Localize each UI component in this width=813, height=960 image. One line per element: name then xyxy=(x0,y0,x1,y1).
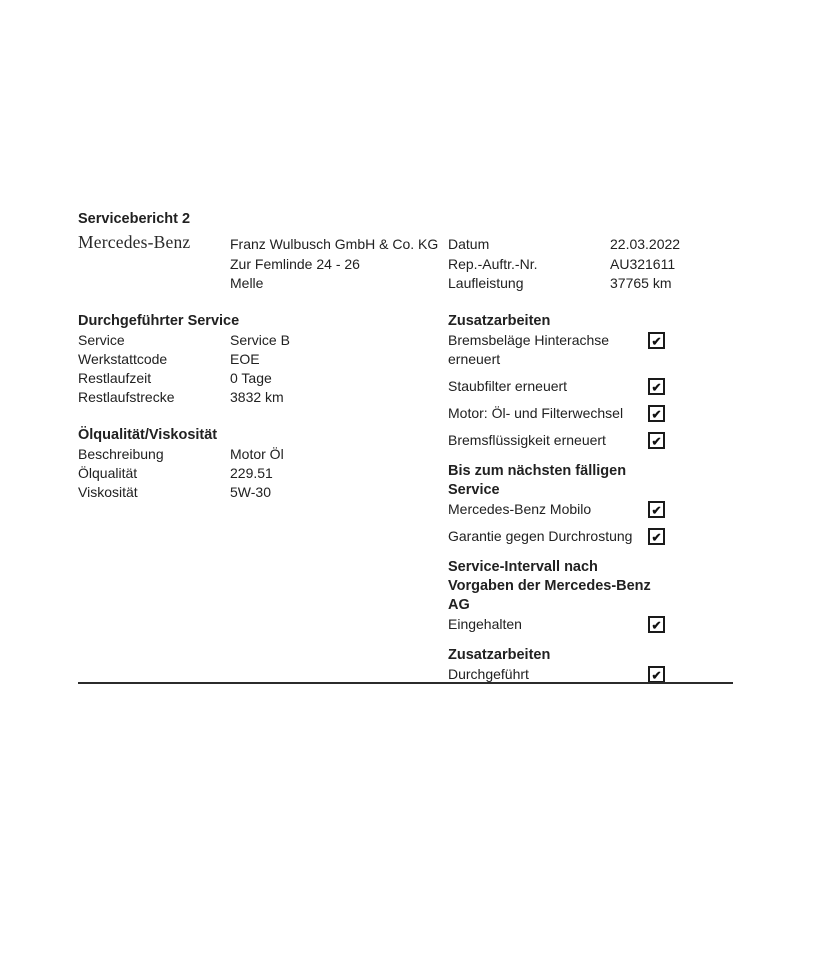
kv-value: EOE xyxy=(230,351,260,367)
meta-row-auftrag xyxy=(448,255,680,275)
kv-value: 229.51 xyxy=(230,465,273,481)
checkbox-checked[interactable] xyxy=(648,332,665,349)
kv-value: 0 Tage xyxy=(230,370,272,386)
check-icon: ✔ xyxy=(651,530,662,544)
meta-value: 37765 km xyxy=(610,275,672,291)
check-item-durchrostung xyxy=(448,527,665,546)
kv-label: Ölqualität xyxy=(78,465,138,481)
meta-row-datum xyxy=(448,235,680,255)
kv-value: 3832 km xyxy=(230,389,284,405)
check-item-label: Bremsflüssigkeit erneuert xyxy=(448,432,606,448)
kv-label: Beschreibung xyxy=(78,446,164,462)
check-item-bremsbelaege xyxy=(448,331,665,369)
dealer-street: Zur Femlinde 24 - 26 xyxy=(230,255,360,272)
kv-label: Werkstattcode xyxy=(78,351,168,367)
section-heading: Bis zum nächsten fälligen Service xyxy=(448,463,627,498)
section-heading: Zusatzarbeiten xyxy=(448,313,551,329)
checkbox-checked[interactable] xyxy=(648,501,665,518)
check-item-label: Durchgeführt xyxy=(448,666,529,682)
check-item-label: Eingehalten xyxy=(448,616,522,632)
section-oelqualitaet xyxy=(78,426,408,502)
kv-value: 5W-30 xyxy=(230,484,271,500)
check-item-label: Bremsbeläge Hinterachse erneuert xyxy=(448,332,610,367)
meta-value: 22.03.2022 xyxy=(610,236,681,252)
divider-line xyxy=(78,682,733,684)
check-item-label: Mercedes-Benz Mobilo xyxy=(448,501,592,517)
check-item-mobilo xyxy=(448,500,665,519)
checkbox-checked[interactable] xyxy=(648,405,665,422)
kv-row-service xyxy=(78,331,408,350)
kv-row-restlaufstrecke xyxy=(78,388,408,407)
check-icon: ✔ xyxy=(651,334,662,348)
mercedes-benz-wordmark: Mercedes-Benz xyxy=(78,232,191,252)
meta-value: AU321611 xyxy=(610,255,676,272)
right-column xyxy=(448,312,665,692)
meta-label: Laufleistung xyxy=(448,275,524,291)
section-zusatzarbeiten xyxy=(448,312,665,450)
checkbox-checked[interactable] xyxy=(648,666,665,683)
kv-label: Restlaufstrecke xyxy=(78,389,175,405)
kv-label: Service xyxy=(78,332,125,348)
meta-label: Rep.-Auftr.-Nr. xyxy=(448,255,538,272)
kv-row-werkstattcode xyxy=(78,350,408,369)
check-item-oelwechsel xyxy=(448,404,665,423)
checkbox-checked[interactable] xyxy=(648,616,665,633)
section-service-intervall xyxy=(448,558,665,634)
check-icon: ✔ xyxy=(651,434,662,448)
dealer-city: Melle xyxy=(230,275,264,291)
kv-row-viskositaet xyxy=(78,483,408,502)
check-icon: ✔ xyxy=(651,380,662,394)
kv-value: Motor Öl xyxy=(230,446,284,462)
check-icon: ✔ xyxy=(651,668,662,682)
check-item-staubfilter xyxy=(448,377,665,396)
kv-row-oelqualitaet xyxy=(78,464,408,483)
kv-row-beschreibung xyxy=(78,445,408,464)
report-meta-block xyxy=(448,235,680,294)
section-heading: Durchgeführter Service xyxy=(78,313,240,329)
check-icon: ✔ xyxy=(651,503,662,517)
section-heading: Service-Intervall nach Vorgaben der Mercedes-Benz AG xyxy=(448,559,651,613)
meta-label: Datum xyxy=(448,236,490,252)
checkbox-checked[interactable] xyxy=(648,378,665,395)
left-column xyxy=(78,312,408,502)
section-durchgefuehrter-service xyxy=(78,312,408,407)
check-item-label: Motor: Öl- und Filterwechsel xyxy=(448,405,624,421)
kv-row-restlaufzeit xyxy=(78,369,408,388)
section-zusatzarbeiten-2 xyxy=(448,646,665,684)
page-title: Servicebericht 2 xyxy=(78,211,191,227)
meta-row-laufleistung xyxy=(448,274,680,294)
section-heading: Ölqualität/Viskosität xyxy=(78,427,218,443)
check-item-label: Garantie gegen Durchrostung xyxy=(448,528,633,544)
kv-label: Viskosität xyxy=(78,484,138,500)
section-naechster-service xyxy=(448,462,665,546)
check-item-eingehalten xyxy=(448,615,665,634)
check-icon: ✔ xyxy=(651,407,662,421)
kv-label: Restlaufzeit xyxy=(78,370,152,386)
checkbox-checked[interactable] xyxy=(648,528,665,545)
dealer-name: Franz Wulbusch GmbH & Co. KG xyxy=(230,236,439,252)
kv-value: Service B xyxy=(230,332,290,348)
dealer-address-block xyxy=(230,235,438,294)
check-icon: ✔ xyxy=(651,618,662,632)
check-item-label: Staubfilter erneuert xyxy=(448,378,568,394)
checkbox-checked[interactable] xyxy=(648,432,665,449)
section-heading: Zusatzarbeiten xyxy=(448,647,551,663)
check-item-bremsfluessigkeit xyxy=(448,431,665,450)
